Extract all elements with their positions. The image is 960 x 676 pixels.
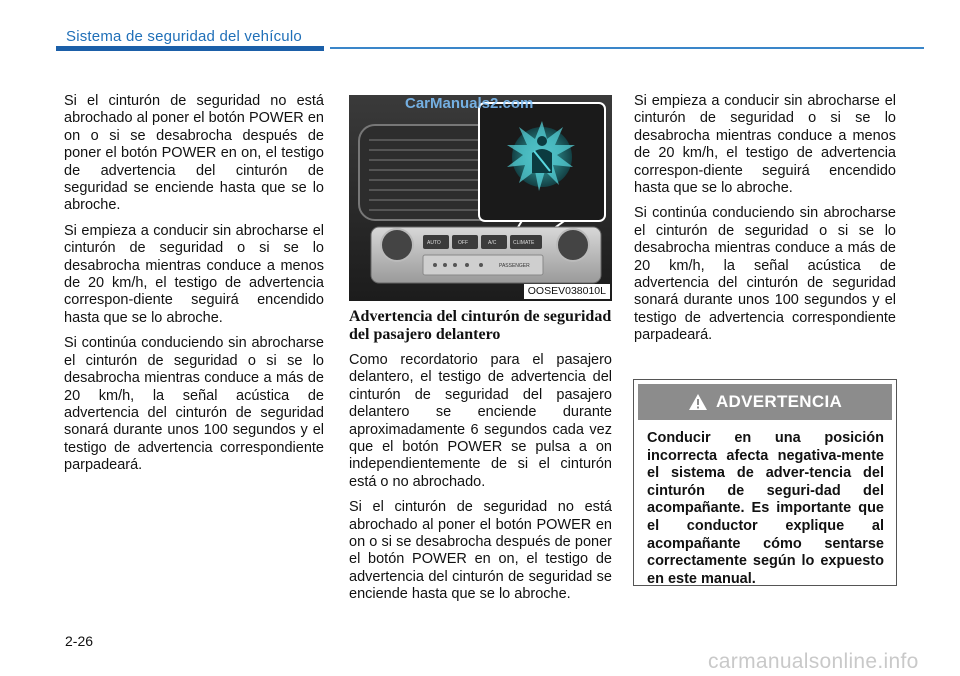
text-column-middle: [349, 308, 612, 612]
button-label: A/C: [488, 240, 497, 246]
paragraph: Si el cinturón de seguridad no está abrochado al poner el botón POWER en on o si se desabrocha después de poner el botón POWER en on, el testigo de advertencia del cinturón de seguridad se enciende hasta que se lo abroche.: [64, 93, 324, 214]
watermark-text: CarManuals2.com: [405, 95, 534, 112]
warning-text: Conducir en una posición incorrecta afecta negativa-mente el sistema de adver-tencia del cinturón de seguri-dad del acompañante. Es importante que el conductor explique al acompañante cómo sentarse correctamente según lo expuesto en este manual.: [647, 430, 884, 587]
button-label: CLIMATE: [513, 240, 535, 246]
button-label: OFF: [458, 240, 468, 246]
page-number: 2-26: [65, 633, 94, 649]
passenger-label: PASSENGER: [499, 263, 530, 269]
header-rule-light: [330, 47, 924, 49]
figure-code: OOSEV038010L: [524, 284, 610, 299]
dashboard-illustration: [349, 95, 612, 301]
warning-box: [633, 379, 897, 586]
paragraph: Si el cinturón de seguridad no está abrochado al poner el botón POWER en on o si se desabrocha después de poner el botón POWER en on, el testigo de advertencia del cinturón de seguridad se enciende hasta que se lo abroche.: [349, 499, 612, 603]
button-label: AUTO: [427, 240, 441, 246]
paragraph: Si empieza a conducir sin abrocharse el cinturón de seguridad o si se lo desabrocha mientras conduce a menos de 20 km/h, el testigo de advertencia correspon-diente seguirá encendido hasta que se lo abroche.: [634, 93, 896, 197]
warning-title: ADVERTENCIA: [715, 392, 843, 411]
paragraph: Si continúa conduciendo sin abrocharse el cinturón de seguridad o si se lo desabrocha mientras conduce a más de 20 km/h, la señal acústica de advertencia del cinturón de seguridad sonará durante unos 100 segundos y el testigo de advertencia correspondiente parpadeará.: [64, 335, 324, 474]
warning-header: [638, 384, 892, 420]
footer-watermark: carmanualsonline.info: [708, 650, 919, 673]
paragraph: Si continúa conduciendo sin abrocharse el cinturón de seguridad o si se lo desabrocha mientras conduce a más de 20 km/h, la señal acústica de advertencia del cinturón de seguridad sonará durante unos 100 segundos y el testigo de advertencia correspondiente parpadeará.: [634, 205, 896, 344]
warning-triangle-icon: [688, 393, 708, 411]
text-column-right: [634, 93, 896, 353]
dashboard-figure: [349, 95, 612, 301]
header-rule-dark: [56, 46, 324, 51]
paragraph: Si empieza a conducir sin abrocharse el cinturón de seguridad o si se lo desabrocha mientras conduce a menos de 20 km/h, el testigo de advertencia correspon-diente seguirá encendido hasta que se lo abroche.: [64, 222, 324, 326]
paragraph: Como recordatorio para el pasajero delantero, el testigo de advertencia del cinturón de seguridad del pasajero delantero se enciende durante aproximadamente 6 segundos cada vez que el botón POWER se pulsa a on independientemente de si el cinturón está o no abrochado.: [349, 352, 612, 490]
text-column-left: [64, 93, 324, 483]
section-heading: Advertencia del cinturón de seguridad del pasajero delantero: [349, 308, 612, 343]
section-title: Sistema de seguridad del vehículo: [66, 28, 302, 45]
